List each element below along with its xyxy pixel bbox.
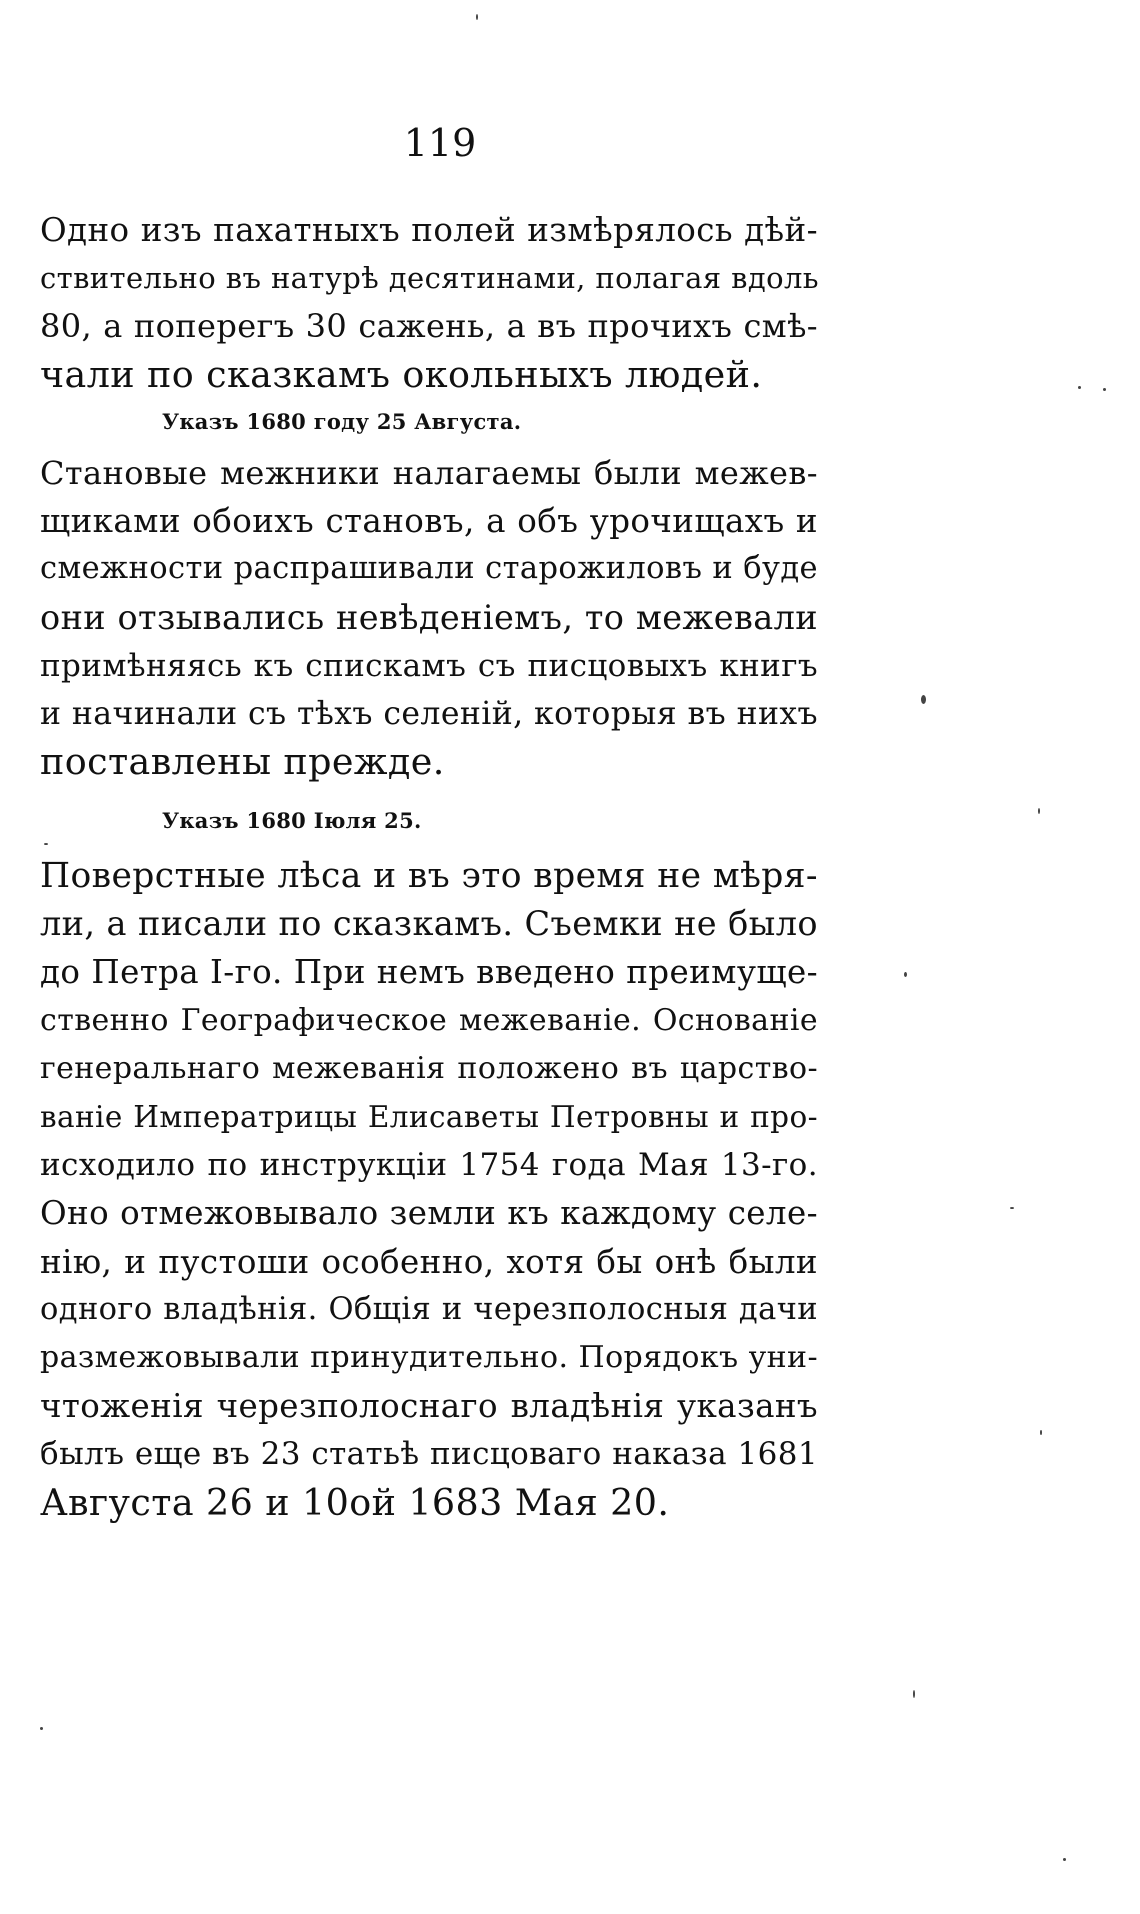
text-line: и начинали съ тѣхъ селеній, которыя въ нихъ bbox=[40, 696, 818, 733]
scan-speck bbox=[1063, 1858, 1066, 1861]
citation-2: Указъ 1680 Іюля 25. bbox=[162, 808, 422, 833]
paragraph-1 bbox=[40, 206, 818, 399]
scan-speck bbox=[1103, 388, 1106, 391]
text-line: Августа 26 и 10ой 1683 Мая 20. bbox=[40, 1480, 670, 1524]
text-line: Одно изъ пахатныхъ полей измѣрялось дѣй- bbox=[40, 211, 818, 249]
text-line: ственно Географическое межеваніе. Основаніе bbox=[40, 1002, 818, 1038]
scan-speck bbox=[1078, 386, 1081, 389]
text-line: нію, и пустоши особенно, хотя бы онѣ были bbox=[40, 1242, 818, 1281]
text-line: былъ еще въ 23 статьѣ писцоваго наказа 1681 bbox=[40, 1436, 818, 1473]
scan-speck bbox=[40, 1727, 43, 1730]
text-line: исходило по инструкціи 1754 года Мая 13-го. bbox=[40, 1147, 818, 1184]
scan-speck bbox=[904, 972, 907, 977]
text-line: поставлены прежде. bbox=[40, 740, 445, 784]
scan-speck bbox=[921, 695, 926, 704]
scan-speck bbox=[476, 14, 478, 20]
text-line: чтоженія черезполоснаго владѣнія указанъ bbox=[40, 1387, 818, 1426]
text-line: примѣняясь къ спискамъ съ писцовыхъ книгъ bbox=[40, 647, 818, 684]
text-line: одного владѣнія. Общія и черезполосныя дачи bbox=[40, 1291, 818, 1327]
page-number: 119 bbox=[403, 121, 477, 165]
text-line: размежовывали принудительно. Порядокъ уни- bbox=[40, 1340, 818, 1376]
text-line: ли, а писали по сказкамъ. Съемки не было bbox=[40, 904, 818, 944]
paragraph-2 bbox=[40, 449, 818, 786]
text-line: щиками обоихъ становъ, а объ урочищахъ и bbox=[40, 502, 818, 541]
text-line: Поверстные лѣса и въ это время не мѣря- bbox=[40, 856, 818, 896]
text-line: 80, а поперегъ 30 сажень, а въ прочихъ смѣ- bbox=[40, 307, 818, 346]
text-line: они отзывались невѣденіемъ, то межевали bbox=[40, 597, 818, 637]
scan-speck bbox=[913, 1690, 915, 1698]
text-line: до Петра I-го. При немъ введено преимуще- bbox=[40, 953, 818, 992]
scan-speck bbox=[1040, 1430, 1042, 1435]
citation-1: Указъ 1680 году 25 Августа. bbox=[162, 409, 522, 434]
text-line: смежности распрашивали старожиловъ и буде bbox=[40, 551, 818, 587]
scan-speck bbox=[44, 843, 48, 845]
scan-speck bbox=[1038, 808, 1040, 814]
scan-speck bbox=[1010, 1207, 1014, 1209]
text-line: ствительно въ натурѣ десятинами, полагая вдоль bbox=[40, 261, 819, 296]
text-line: генеральнаго межеванія положено въ царство- bbox=[40, 1050, 818, 1086]
text-line: Становые межники налагаемы были межев- bbox=[40, 454, 818, 492]
text-line: ваніе Императрицы Елисаветы Петровны и про- bbox=[40, 1100, 818, 1135]
paragraph-3 bbox=[40, 852, 818, 1527]
text-line: Оно отмежовывало земли къ каждому селе- bbox=[40, 1194, 818, 1233]
text-line: чали по сказкамъ окольныхъ людей. bbox=[40, 352, 763, 396]
